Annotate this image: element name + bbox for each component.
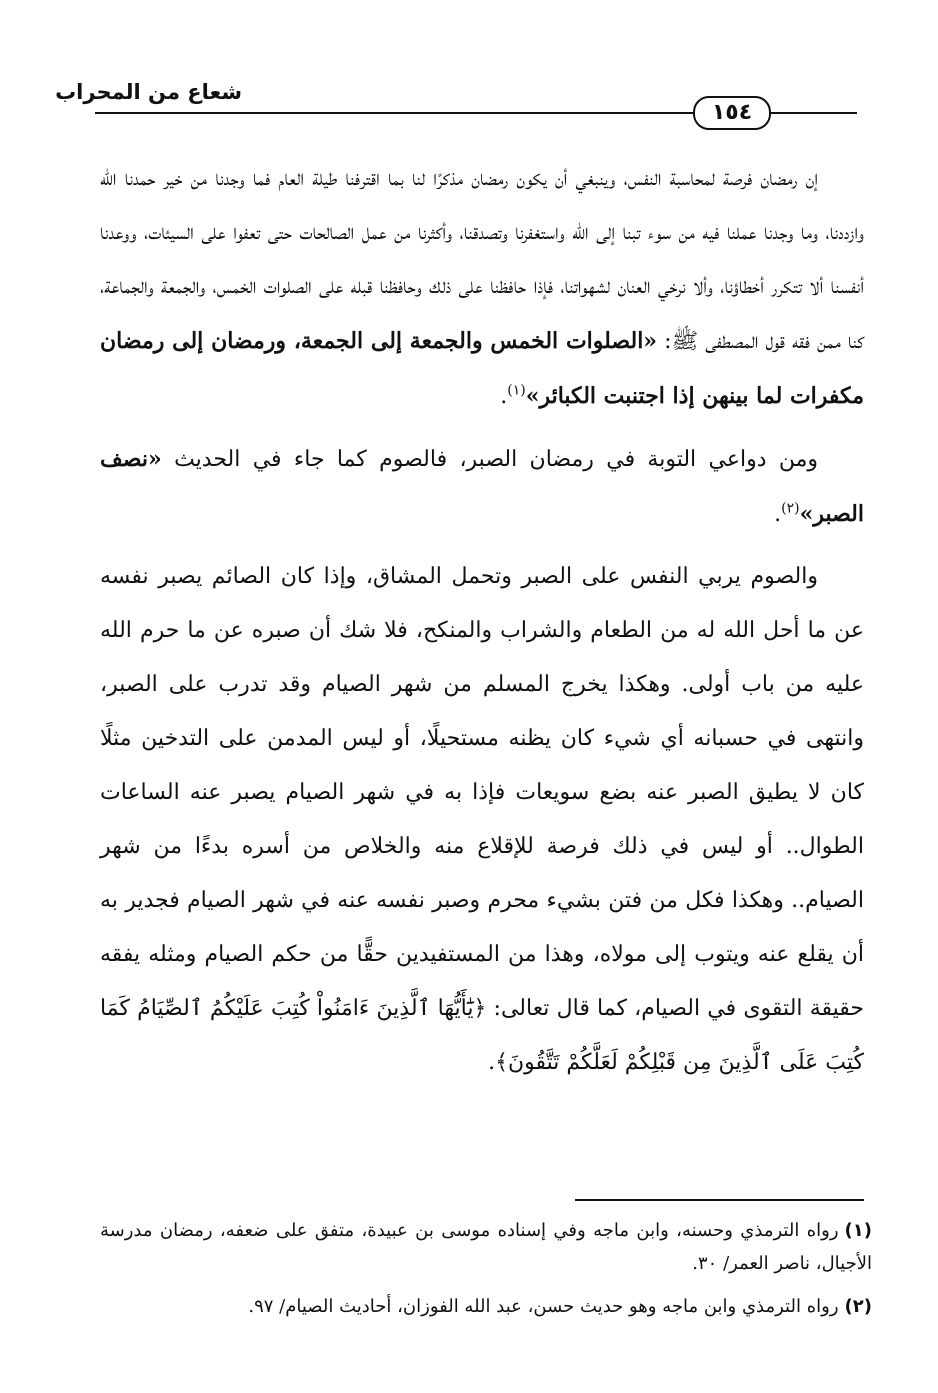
footnote-2	[100, 1290, 872, 1323]
paragraph-3-text: والصوم يربي النفس على الصبر وتحمل المشاق، وإذا كان الصائم يصبر نفسه عن ما أحل الله له من الطعام والشراب والمنكح، فلا شك أن صبره عن ما حرم الله عليه من باب أولى. وهكذا يخرج المسلم من شهر الصيام وقد تدرب على الصبر، وانتهى في حسبانه أي شيء كان يظنه مستحيلًا، أو ليس المدمن على التدخين مثلًا كان لا يطيق الصبر عنه بضع سويعات فإذا به في شهر الصيام يصبر عنه الساعات الطوال.. أو ليس في ذلك فرصة للإقلاع منه والخلاص من أسره بدءًا من شهر الصيام.. وهكذا فكل من فتن بشيء محرم وصبر نفسه عنه في شهر الصيام فجدير به أن يقلع عنه ويتوب إلى مولاه، وهذا من المستفيدين حقًّا من حكم الصيام ومثله يفقه حقيقة التقوى في الصيام، كما قال تعالى:	[100, 564, 864, 1021]
paragraph-2	[100, 432, 864, 542]
running-header-title: شعاع من المحراب	[55, 80, 242, 104]
footnote-ref-1: (١)	[507, 382, 526, 399]
hadith-quote-2: «نصف الصبر»	[100, 446, 864, 527]
paragraph-1	[100, 152, 864, 424]
paragraph-2-text: ومن دواعي التوبة في رمضان الصبر، فالصوم كما جاء في الحديث	[161, 447, 818, 472]
page-number: ١٥٤	[693, 96, 771, 130]
paragraph-3	[100, 550, 864, 1090]
footnote-ref-2: (٢)	[781, 500, 800, 517]
footnote-1-text: رواه الترمذي وحسنه، وابن ماجه وفي إسناده موسى بن عبيدة، متفق على ضعفه، رمضان مدرسة الأجيال، ناصر العمر/ ٣٠.	[100, 1220, 872, 1274]
main-text	[100, 152, 864, 1098]
footnote-2-text: رواه الترمذي وابن ماجه وهو حديث حسن، عبد الله الفوزان، أحاديث الصيام/ ٩٧.	[248, 1296, 839, 1317]
footnote-1-number: (١)	[844, 1220, 872, 1241]
footnote-separator	[575, 1199, 864, 1201]
paragraph-3-end: .	[488, 1050, 496, 1075]
hadith-quote-1: «الصلوات الخمس والجمعة إلى الجمعة، ورمضان إلى رمضان مكفرات لما بينهن إذا اجتنبت الكبائر»	[100, 328, 864, 409]
paragraph-2-end: .	[774, 502, 782, 527]
footnotes	[100, 1214, 872, 1333]
footnote-1	[100, 1214, 872, 1280]
paragraph-1-end: .	[500, 384, 508, 409]
quran-verse: ﴿يَٰٓأَيُّهَا ٱلَّذِينَ ءَامَنُواْ كُتِبَ عَلَيْكُمُ ٱلصِّيَامُ كَمَا كُتِبَ عَلَى ٱلَّذِينَ مِن قَبْلِكُمْ لَعَلَّكُمْ تَتَّقُونَ﴾	[100, 996, 864, 1075]
footnote-2-number: (٢)	[844, 1296, 872, 1317]
paragraph-1-text: إن رمضان فرصة لمحاسبة النفس، وينبغي أن يكون رمضان مذكرًا لنا بما اقترفنا طيلة العام فما وجدنا من خير حمدنا الله وازددنا، وما وجدنا عملنا فيه من سوء تبنا إلى الله واستغفرنا وتصدقنا، وأكثرنا من عمل الصالحات حتى تعفوا على السيئات، ووعدنا أنفسنا ألا تتكرر أخطاؤنا، وألا نرخي العنان لشهواتنا، فإذا حافظنا على ذلك وحافظنا قبله على الصلوات الخمس، والجمعة والجماعة، كنا ممن فقه قول المصطفى ﷺ:	[100, 166, 865, 354]
